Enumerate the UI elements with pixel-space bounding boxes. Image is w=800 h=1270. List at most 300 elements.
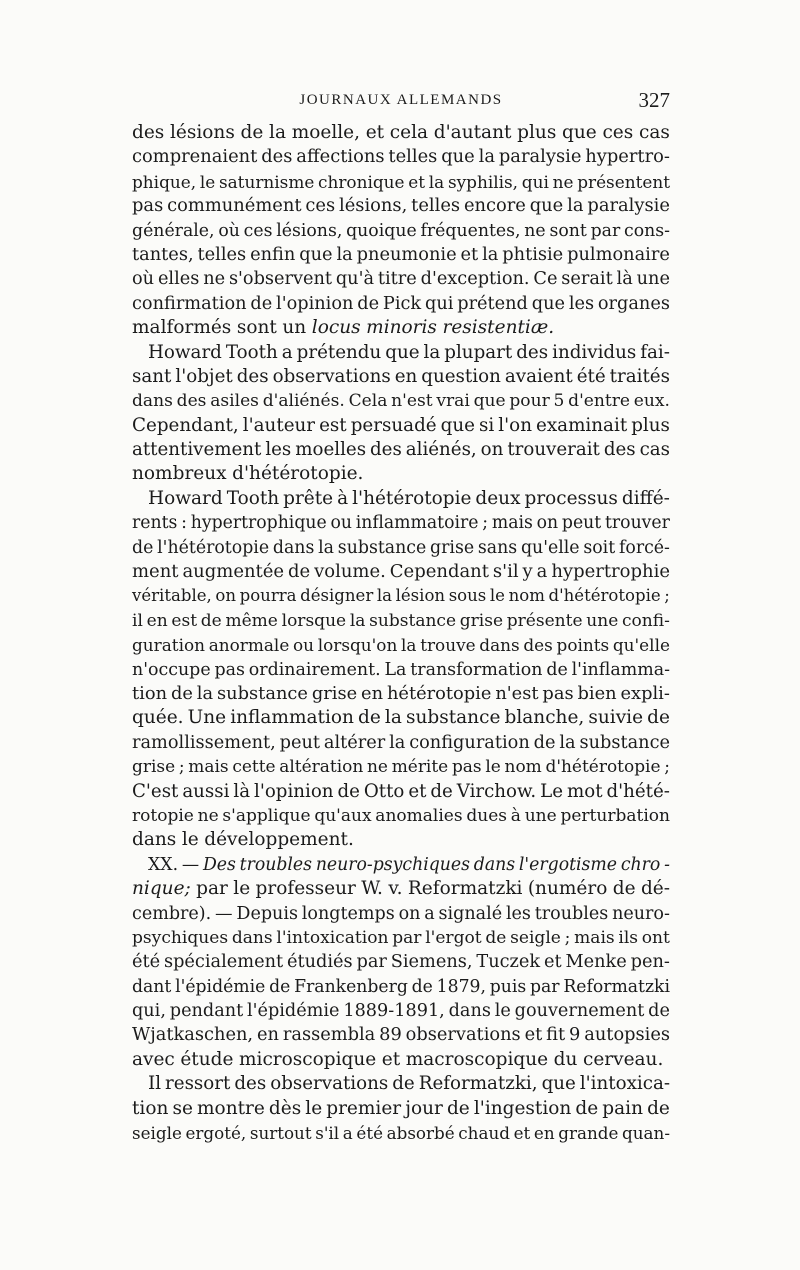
word: des (370, 439, 402, 461)
word: dans (479, 635, 520, 656)
word: sant (132, 365, 172, 387)
word: longtemps (301, 903, 395, 924)
word: avec (132, 1048, 175, 1070)
word: pneumonie (356, 243, 457, 265)
word: ces (602, 122, 634, 143)
word: surtout (249, 1123, 312, 1144)
word: l'hétérotopie (157, 537, 270, 558)
text-line (132, 926, 670, 950)
text-line (132, 706, 670, 730)
word: de (288, 561, 311, 583)
word: l'opinion (254, 780, 334, 802)
word: rotopie (132, 805, 194, 826)
word: été (576, 365, 606, 387)
word: lésions, (276, 220, 343, 241)
text-line (132, 243, 670, 267)
word: augmentée (182, 561, 285, 583)
word: quoique (346, 220, 417, 241)
word: pas (542, 682, 574, 704)
word: cons- (624, 220, 670, 241)
word: que (441, 146, 475, 168)
word: XX. (148, 854, 179, 875)
word: quan- (622, 1123, 670, 1144)
text-line (132, 828, 670, 852)
word: la (318, 537, 335, 558)
word: et (365, 122, 385, 143)
word: est (171, 610, 198, 631)
word: s'il (492, 561, 519, 583)
word: montre (197, 1097, 265, 1119)
word: premier (326, 1097, 402, 1119)
word: que (473, 391, 506, 412)
word: autopsies (584, 1024, 670, 1046)
word: ; (564, 927, 571, 948)
word: peut (279, 732, 321, 753)
word: où (132, 269, 155, 290)
text-line (132, 950, 670, 974)
word: l'auteur (242, 414, 316, 436)
word: la (478, 146, 495, 168)
word: les (265, 439, 292, 461)
word: s'applique (222, 805, 311, 826)
italic-word: locus (311, 317, 361, 339)
word: de (269, 976, 291, 997)
word: de (392, 1073, 415, 1095)
word: qui (424, 293, 454, 314)
word: la (428, 171, 445, 192)
word: substance (405, 707, 501, 729)
word: été (132, 952, 161, 973)
word: Depuis (236, 903, 298, 924)
word: — (181, 854, 200, 875)
word: cas (639, 439, 670, 461)
word: la (423, 341, 441, 363)
page-number: 327 (638, 88, 670, 112)
text-line (132, 804, 670, 828)
word: on (215, 586, 237, 606)
word: les (568, 293, 595, 314)
word: trouver (605, 513, 670, 534)
word: en (394, 365, 418, 387)
word: de (648, 1001, 670, 1022)
word: transformation (410, 659, 543, 680)
word: ; (664, 586, 670, 606)
word: le (181, 829, 199, 851)
word: des (236, 365, 269, 387)
word: par (590, 220, 621, 241)
word: Siemens, (390, 952, 473, 973)
word: nom (504, 757, 542, 778)
word: dans (231, 927, 273, 948)
word: Tooth (225, 341, 278, 363)
word: le (489, 586, 505, 606)
word: de (337, 780, 360, 802)
word: Tooth (226, 487, 280, 509)
text-line (132, 170, 670, 194)
word: elles (157, 269, 200, 290)
word: la (336, 243, 353, 265)
word: de (533, 732, 556, 753)
word: ont (641, 927, 670, 948)
word: diffé- (621, 487, 670, 509)
word: substance (217, 682, 308, 704)
word: des (132, 122, 165, 143)
word: phtisie (502, 243, 564, 265)
word: là (233, 780, 251, 802)
word: asiles (210, 391, 259, 412)
word: en (146, 610, 168, 631)
word: Otto (363, 780, 405, 802)
italic-word: chro (620, 854, 661, 875)
word: anormale (208, 635, 290, 656)
word: grise (430, 537, 475, 558)
word: substance (369, 610, 457, 631)
word: la (384, 707, 402, 729)
text-line (132, 267, 670, 291)
word: la (401, 635, 417, 656)
running-header (132, 88, 670, 118)
word: seigle (510, 927, 561, 948)
word: l'opinion (276, 293, 354, 314)
word: des (234, 1073, 267, 1095)
text-line (132, 633, 670, 657)
text-line (132, 755, 670, 779)
word: véritable, (132, 586, 212, 606)
word: et (408, 171, 426, 192)
word: 9 (569, 1024, 581, 1046)
word: ou (293, 635, 315, 656)
word: à (510, 805, 521, 826)
word: points (556, 635, 610, 656)
word: Le (540, 780, 564, 802)
word: été (356, 1123, 383, 1144)
word: jour (405, 1097, 443, 1119)
word: sans (477, 537, 518, 558)
word: hypertro- (585, 146, 670, 168)
word: où (218, 220, 240, 241)
word: une (586, 610, 619, 631)
word: telles (411, 195, 461, 217)
word: par (392, 927, 422, 948)
text-line (132, 999, 670, 1023)
word: des (516, 341, 549, 363)
word: en (256, 1024, 279, 1046)
word: en (533, 1123, 555, 1144)
word: l'ingestion (473, 1097, 572, 1119)
word: ces (243, 220, 273, 241)
italic-word: resistentiæ. (442, 317, 555, 339)
word: s'il (315, 1123, 340, 1144)
word: la (567, 195, 584, 217)
word: mais (188, 757, 229, 778)
word: chronique (318, 171, 405, 192)
word: grise (311, 682, 358, 704)
word: inflammation (230, 707, 354, 729)
text-line (132, 584, 670, 608)
word: ; (178, 757, 185, 778)
body-text (132, 121, 670, 1145)
word: configuration (409, 732, 530, 753)
word: l'on (498, 414, 532, 436)
word: telles (388, 146, 438, 168)
text-line (132, 658, 670, 682)
text-line (132, 731, 670, 755)
word: pour (509, 391, 550, 412)
word: examinait (536, 414, 628, 436)
word: trouverait (507, 439, 600, 461)
text-line (132, 877, 670, 901)
text-line (132, 487, 670, 511)
word: grise (459, 610, 504, 631)
word: une (636, 269, 670, 290)
word: n'est (495, 682, 539, 704)
word: présente (506, 610, 583, 631)
word: dans (132, 391, 173, 412)
word: Wjatkaschen, (132, 1024, 254, 1046)
word: d'hétérotopie. (232, 463, 364, 485)
word: on (398, 903, 421, 924)
word: mais (491, 513, 533, 534)
word: 1889-1891, (343, 1001, 445, 1022)
italic-word: l'ergotisme (518, 854, 618, 875)
text-line (132, 511, 670, 535)
text-line (132, 609, 670, 633)
word: aussi (182, 780, 230, 802)
word: fai- (640, 341, 670, 363)
word: syphilis, (447, 171, 519, 192)
word: sont (236, 317, 277, 339)
word: par (356, 952, 387, 973)
word: fit (546, 1024, 566, 1046)
word: organes (597, 293, 670, 314)
text-line (132, 292, 670, 316)
word: de (358, 707, 381, 729)
word: l'intoxica- (579, 1073, 670, 1095)
word: inflammatoire (355, 513, 479, 534)
word: de (170, 682, 193, 704)
text-line (132, 560, 670, 584)
word: pendant (169, 1001, 244, 1022)
word: ressort (165, 1073, 231, 1095)
word: trouve (420, 635, 476, 656)
word: observations (270, 1073, 389, 1095)
word: 1879, (436, 976, 486, 997)
word: d'hétérotopie (545, 757, 661, 778)
word: serait (561, 269, 613, 290)
word: observations (405, 1024, 521, 1046)
word: avaient (504, 365, 573, 387)
word: neuro- (612, 903, 670, 924)
word: de (647, 1097, 670, 1119)
word: dans (448, 1001, 491, 1022)
word: Howard (148, 341, 222, 363)
word: eux. (633, 391, 670, 412)
word: lorsque (281, 610, 347, 631)
word: altération (279, 757, 364, 778)
word: de (250, 293, 273, 314)
word: des (523, 635, 553, 656)
italic-word: nique; (132, 878, 191, 900)
word: de (575, 1097, 599, 1119)
word: ou (330, 513, 352, 534)
word: qui, (132, 1001, 166, 1022)
word: de (411, 976, 433, 997)
word: la (376, 586, 392, 606)
word: rents (132, 513, 178, 534)
word: à (337, 487, 349, 509)
text-line (132, 682, 670, 706)
word: si (479, 414, 495, 436)
word: Pick (382, 293, 422, 314)
word: dans (272, 537, 315, 558)
word: générale, (132, 220, 215, 241)
word: la (389, 732, 406, 753)
text-line (132, 902, 670, 926)
word: cela (389, 122, 429, 143)
word: puis (489, 976, 527, 997)
word: l'ergot (425, 927, 482, 948)
word: aliénés, (405, 439, 477, 461)
word: que (541, 1073, 576, 1095)
word: même (225, 610, 278, 631)
word: Ce (533, 269, 558, 290)
word: traités (609, 365, 670, 387)
word: substance (579, 732, 670, 753)
word: sont (549, 220, 587, 241)
word: y (522, 561, 533, 583)
word: signalé (438, 903, 503, 924)
word: Il (148, 1073, 162, 1095)
word: l'inflamma- (571, 659, 670, 680)
word: que (531, 293, 565, 314)
word: la (482, 243, 499, 265)
text-line (132, 316, 670, 340)
word: tion (132, 682, 168, 704)
word: désigner (300, 586, 374, 606)
word: l'objet (175, 365, 233, 387)
word: observations (272, 365, 391, 387)
word: des (176, 391, 207, 412)
word: moelles (295, 439, 367, 461)
word: ordinairement. (248, 659, 381, 680)
word: pas (451, 757, 482, 778)
word: on (536, 513, 559, 534)
word: volume. (314, 561, 386, 583)
word: Reformatzki (407, 878, 523, 900)
word: le (233, 878, 251, 900)
word: d'entre (568, 391, 631, 412)
word: ergoté, (185, 1123, 247, 1144)
word: de (446, 1097, 470, 1119)
word: que (529, 195, 564, 217)
word: lorsqu'on (317, 635, 398, 656)
word: 89 (379, 1024, 402, 1046)
italic-word: Des (202, 854, 236, 875)
word: que (440, 414, 475, 436)
word: qu'elle (612, 635, 670, 656)
word: phique, (132, 171, 197, 192)
word: des (603, 439, 636, 461)
word: ; (664, 757, 670, 778)
word: peut (561, 513, 602, 534)
word: cembre). (132, 903, 212, 924)
word: de (485, 927, 507, 948)
word: seigle (132, 1123, 182, 1144)
word: dé- (640, 878, 670, 900)
word: les (505, 903, 531, 924)
word: sous (448, 586, 487, 606)
word: professeur (255, 878, 356, 900)
word: la (559, 732, 576, 753)
word: par (196, 878, 228, 900)
text-line (132, 853, 670, 877)
text-line (132, 780, 670, 804)
word: — (215, 903, 233, 924)
text-line (132, 536, 670, 560)
word: tantes, (132, 243, 194, 265)
word: Howard (148, 487, 223, 509)
text-line (132, 341, 670, 365)
word: altérer (323, 732, 386, 753)
word: ne (552, 171, 574, 192)
word: ment (132, 561, 179, 583)
word: prête (283, 487, 334, 509)
word: absorbé (386, 1123, 455, 1144)
word: perturbation (560, 805, 670, 826)
word: et (408, 780, 427, 802)
word: ne (197, 805, 219, 826)
word: pen- (630, 952, 670, 973)
word: moelle, (291, 122, 360, 143)
text-line (132, 1048, 670, 1072)
word: a (424, 903, 435, 924)
text-line (132, 145, 670, 169)
word: W. (361, 878, 383, 900)
word: comprenaient (132, 146, 258, 168)
word: que (385, 341, 420, 363)
word: développement. (204, 829, 354, 851)
word: La (384, 659, 407, 680)
word: v. (388, 878, 403, 900)
word: (numéro (527, 878, 608, 900)
word: et (513, 1123, 531, 1144)
word: 5 (553, 391, 565, 412)
word: de (132, 537, 154, 558)
word: pourra (239, 586, 297, 606)
word: pain (602, 1097, 644, 1119)
word: cette (232, 757, 276, 778)
word: enfin (250, 243, 296, 265)
word: le (305, 1097, 323, 1119)
word: de (240, 122, 264, 143)
word: que (299, 243, 333, 265)
word: attentivement (132, 439, 262, 461)
word: ne (367, 757, 388, 778)
text-line (132, 1097, 670, 1121)
word: des (261, 146, 293, 168)
text-line (132, 365, 670, 389)
word: en (361, 682, 384, 704)
word: C'est (132, 780, 179, 802)
word: n'occupe (132, 659, 211, 680)
word: nom (508, 586, 545, 606)
word: suivie (588, 707, 644, 729)
word: qu'aux (314, 805, 372, 826)
word: pulmonaire (567, 243, 670, 265)
word: ne (524, 220, 546, 241)
word: l'épidémie (175, 976, 266, 997)
word: Une (187, 707, 227, 729)
